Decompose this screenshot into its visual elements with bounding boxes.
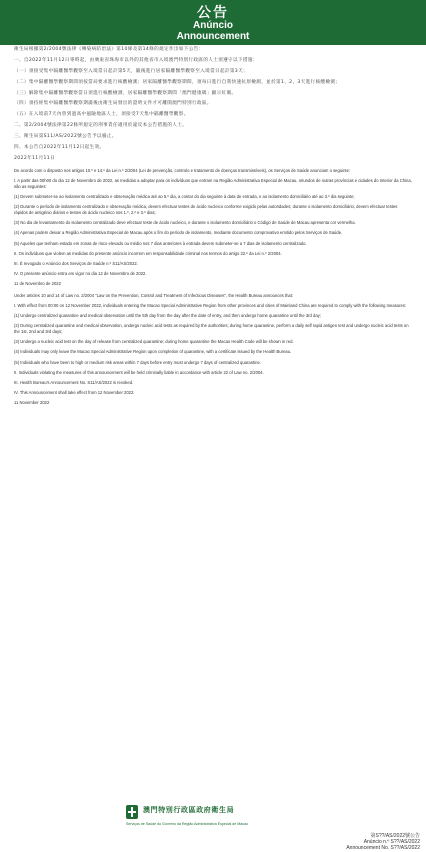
reference-english: Announcement No. S??/AS/2022 [346, 845, 420, 851]
en-date: 11 November 2022 [14, 400, 50, 406]
zh-item-3: 三、衛生局第S11/AS/2022號公告予以廢止。 [14, 134, 117, 140]
zh-subitem-1: （一）須接受集中隔離醫學觀察至入境當日起計第5天，隨後進行居家隔離醫學觀察至入境當日起計第3天； [14, 68, 248, 74]
en-subitem-1: (1) Undergo centralized quarantine and medical observation until the 5th day from the day after the date of entry, and then undergo home quarantine until the 3rd day; [14, 313, 321, 319]
title-portuguese: Anúncio [193, 20, 233, 31]
en-subitem-4: (4) Individuals may only leave the Macao Special Administrative Region upon completion of quarantine, with a certificate issued by the Health Bureau. [14, 349, 292, 355]
issuer-name-portuguese: Serviços de Saúde do Governo da Região Administrativa Especial de Macau [126, 822, 249, 826]
pt-subitem-5: (5) Aqueles que tenham estado em zonas de risco elevado ou médio nos 7 dias anteriores à entrada devem submeter-se a 7 dias de isolamento centralizado. [14, 240, 307, 246]
zh-subitem-3: （三）解除集中隔離醫學觀察當日須進行核酸檢測，居家隔離醫學觀察期間「澳門健康碼」顯示紅碼。 [14, 90, 237, 96]
zh-subitem-2: （二）集中隔離醫學觀察期間須按當局要求進行核酸檢測；居家隔離醫學觀察期間，須每日進行自我快速抗原檢測，並於第1、2、3天進行核酸檢測； [14, 79, 341, 85]
pt-item-2: II. Os indivíduos que violem as medidas do presente anúncio incorrem em responsabilidade criminal nos termos do artigo 22.º da Lei n.º 2/2004. [14, 250, 282, 256]
en-item-1: I. With effect from 00:00 on 12 November 2022, individuals entering the Macao Special Administrative Region from other provinces and cities of Mainland China are required to comply with the following measures: [14, 303, 407, 309]
pt-subitem-1: (1) Devem submeter-se ao isolamento centralizado e observação médica até ao 5.º dia, a contar do dia seguinte à data de entrada, e ao isolamento domiciliário até ao 3.º dia seguinte; [14, 194, 355, 200]
en-item-4: IV. This Announcement shall take effect from 12 November 2022. [14, 390, 135, 396]
announcement-body [14, 47, 412, 411]
pt-item-1: I. A partir das 00h00 do dia 12 de Novembro de 2022, as medidas a adoptar para os indivíduos que entram na Região Administrativa Especial de Macau, oriundos de outras províncias e cidades do Interior da China, são as seguintes: [14, 178, 412, 189]
pt-intro: De acordo com o disposto nos artigos 10.º e 14.º da Lei n.º 2/2004 (Lei de prevenção, controlo e tratamento de doenças transmissíveis), os Serviços de Saúde anunciam o seguinte: [14, 168, 351, 174]
zh-intro: 衛生局根據第2/2004號法律《傳染病防治法》第10條及第14條的規定作出如下公告： [14, 47, 204, 52]
pt-subitem-3: (3) No dia de levantamento do isolamento centralizado deve efectuar teste de ácido nucleico, e durante o isolamento domiciliário o Código de Saúde de Macau apresenta cor vermelha. [14, 220, 356, 226]
reference-chinese: 第S??/AS/2022號公告 [370, 833, 420, 839]
announcement-header [0, 0, 426, 45]
zh-subitem-5: （五）在入境前7天內曾到過高中風險地區人士，須接受7天集中隔離醫學觀察。 [14, 112, 189, 118]
pt-subitem-4: (4) Apenas podem deixar a Região Administrativa Especial de Macau após o fim do período de isolamento, mediante documento comprovativo emitido pelos Serviços de Saúde. [14, 230, 343, 236]
pt-date: 11 de Novembro de 2022 [14, 281, 61, 287]
en-subitem-5: (5) Individuals who have been to high or medium risk areas within 7 days before entry must undergo 7 days of centralized quarantine. [14, 359, 261, 365]
announcement-footer [0, 800, 426, 852]
pt-item-3: III. É revogado o Anúncio dos Serviços de Saúde n.º S11/AS/2022. [14, 260, 138, 266]
chinese-section [14, 47, 412, 162]
reference-portuguese: Anúncio n.º S??/AS/2022 [363, 839, 420, 845]
pt-subitem-2: (2) Durante o período de isolamento centralizado e observação médica, devem efectuar testes de ácido nucleico conforme exigido pelas autoridades; durante o isolamento domiciliário, devem efectuar testes rápidos de antigénio diários e testes de ácido nucleico nos 1.º, 2.º e 3.º dias; [14, 204, 398, 215]
english-section [14, 293, 412, 406]
title-chinese: 公告 [197, 4, 229, 20]
zh-item-2: 二、第2/2004號法律第22條所規定的刑事責任適用於違反本公告措施的人士。 [14, 123, 188, 129]
pt-item-4: IV. O presente anúncio entra em vigor no dia 12 de Novembro de 2022. [14, 271, 147, 277]
health-bureau-emblem-icon [125, 804, 139, 820]
portuguese-section [14, 168, 412, 287]
en-intro: Under articles 10 and 14 of Law no. 2/2004 "Law on the Prevention, Control and Treatment of Infectious Diseases", the Health Bureau announces that: [14, 292, 294, 298]
zh-item-1: 一、自2022年11月12日零時起，由廣東省珠海市以外的其他省市入境澳門特別行政區的人士須遵守以下措施： [14, 57, 258, 63]
zh-date: 2022年11月11日 [14, 155, 56, 161]
zh-item-4: 四、本公告自2022年11月12日起生效。 [14, 145, 105, 151]
en-subitem-3: (3) Undergo a nucleic acid test on the day of release from centralized quarantine; during home quarantine the Macao Health Code will be shown in red. [14, 339, 294, 345]
announcement-reference [346, 833, 420, 851]
title-english: Announcement [176, 31, 250, 42]
en-item-2: II. Individuals violating the measures of this announcement will be held criminally liable in accordance with article 22 of Law no. 2/2004. [14, 369, 264, 375]
en-item-3: III. Health Bureau's Announcement No. S11/AS/2022 is revoked. [14, 379, 134, 385]
zh-subitem-4: （四）須持經集中隔離醫學觀察期滿後由衛生局發出的證明文件才可離開澳門特別行政區。 [14, 101, 212, 107]
en-subitem-2: (2) During centralized quarantine and medical observation, undergo nucleic acid tests as required by the authorities; during home quarantine, perform a daily self rapid antigen test and undergo nucleic acid tests on the 1st, 2nd and 3rd days; [14, 323, 409, 335]
issuer-name-chinese: 澳門特別行政區政府衛生局 [143, 806, 235, 814]
